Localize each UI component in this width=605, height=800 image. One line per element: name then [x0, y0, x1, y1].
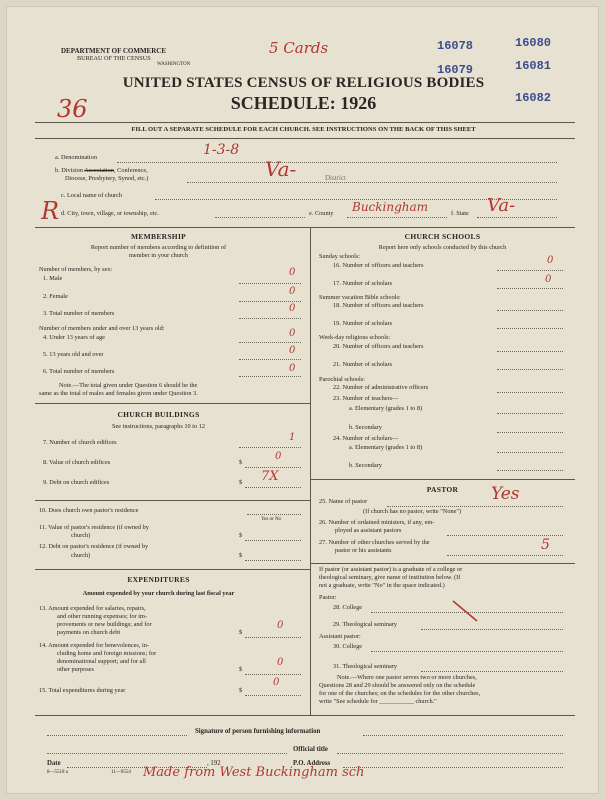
q26-field[interactable]: [447, 535, 563, 536]
division-label-cont: Diocese, Presbytery, Synod, etc.): [65, 175, 149, 182]
q10-hint: Yes or No: [261, 517, 282, 522]
local-name-label: c. Local name of church: [61, 192, 123, 199]
bureau-line: BUREAU OF THE CENSUS: [77, 55, 151, 62]
q30-field[interactable]: [371, 651, 563, 652]
dollar-sign: $: [239, 459, 243, 466]
q5-label: 5. 13 years old and over: [43, 351, 104, 358]
q3-label: 3. Total number of members: [43, 310, 115, 317]
column-divider: [310, 227, 311, 715]
q26-label-cont: ployed as assistant pastors: [335, 527, 402, 534]
form-title: UNITED STATES CENSUS OF RELIGIOUS BODIES: [122, 75, 485, 91]
q17-value: 0: [545, 274, 552, 285]
expenditures-title: EXPENDITURES: [127, 575, 190, 584]
denomination-value: 1-3-8: [203, 142, 240, 158]
q27-field[interactable]: [447, 555, 563, 556]
membership-title: MEMBERSHIP: [130, 232, 187, 241]
pastor-note: Note.—Where one pastor serves two or more churches,: [337, 674, 477, 681]
official-title-label: Official title: [293, 746, 328, 753]
signature-line-left[interactable]: [47, 735, 187, 736]
stamp-number: 16080: [515, 36, 552, 50]
q3-field[interactable]: [239, 318, 301, 319]
q9-field[interactable]: [245, 487, 301, 488]
q20-field[interactable]: [497, 351, 563, 352]
q3-value: 0: [289, 303, 296, 314]
q23b-label: b. Secondary: [349, 424, 382, 431]
buildings-title: CHURCH BUILDINGS: [117, 410, 200, 419]
q17-field[interactable]: [497, 288, 563, 289]
q6-label: 6. Total number of members: [43, 368, 115, 375]
city-label: d. City, town, village, or township, etc.: [61, 210, 159, 217]
sunday-label: Sunday schools:: [319, 253, 361, 260]
q15-label: 15. Total expenditures during year: [39, 687, 126, 694]
q8-field[interactable]: [245, 467, 301, 468]
q25-hint: (If church has no pastor, write "None"): [363, 508, 462, 515]
q14-label-cont: denominational support; and for all: [57, 658, 146, 665]
q15-value: 0: [273, 677, 280, 688]
state-label: f. State: [451, 210, 469, 217]
q25-label: 25. Name of pastor: [319, 498, 368, 505]
q13-value: 0: [277, 620, 284, 631]
buildings-sub: See instructions, paragraphs 10 to 12: [111, 423, 206, 430]
q4-value: 0: [289, 328, 296, 339]
q2-label: 2. Female: [43, 293, 68, 300]
pastor-title: PASTOR: [426, 485, 459, 494]
q16-label: 16. Number of officers and teachers: [333, 262, 424, 269]
dollar-sign: $: [239, 479, 243, 486]
department-line: DEPARTMENT OF COMMERCE: [61, 47, 167, 55]
q12-label: 12. Debt on pastor's residence (if owned by: [39, 543, 149, 550]
handwritten-cards-note: 5 Cards: [269, 39, 329, 57]
q31-label: 31. Theological seminary: [333, 663, 398, 670]
q5-field[interactable]: [239, 359, 301, 360]
q24a-field[interactable]: [497, 452, 563, 453]
q24b-field[interactable]: [497, 470, 563, 471]
state-field[interactable]: [477, 217, 557, 218]
q9-label: 9. Debt on church edifices: [43, 479, 110, 486]
q29-label: 29. Theological seminary: [333, 621, 398, 628]
q27-label: 27. Number of other churches served by the: [319, 539, 430, 546]
q30-label: 30. College: [333, 643, 363, 650]
pastor-sublabel: Pastor:: [319, 594, 337, 601]
official-title-field[interactable]: [337, 753, 563, 754]
q5-value: 0: [289, 345, 296, 356]
membership-note: Note.—The total given under Question 6 should be the: [59, 382, 198, 389]
q29-field[interactable]: [421, 629, 563, 630]
q31-field[interactable]: [421, 671, 563, 672]
q28-label: 28. College: [333, 604, 363, 611]
pastor-note: for one of the churches; on the schedules for the other churches,: [319, 690, 481, 697]
q27-value: 5: [541, 537, 550, 553]
q8-value: 0: [275, 451, 282, 462]
membership-sub: Report number of members according to definition of: [90, 244, 227, 251]
dollar-sign: $: [239, 687, 243, 694]
signature-label: Signature of person furnishing information: [195, 728, 321, 735]
handwritten-mark: R: [41, 197, 60, 225]
parochial-label: Parochial schools:: [319, 376, 365, 383]
handwritten-slash: [451, 599, 481, 625]
q16-value: 0: [547, 255, 554, 266]
instruction-line: FILL OUT A SEPARATE SCHEDULE FOR EACH CHURCH. SEE INSTRUCTIONS ON THE BACK OF THIS SHEET: [131, 126, 476, 133]
q2-value: 0: [289, 286, 296, 297]
q12-label-cont: church): [71, 552, 91, 559]
q11-label-cont: church): [71, 532, 91, 539]
dollar-sign: $: [239, 629, 243, 636]
county-label: e. County: [309, 210, 334, 217]
signature-field[interactable]: [363, 735, 563, 736]
q7-value: 1: [289, 432, 296, 443]
q19-label: 19. Number of scholars: [333, 320, 393, 327]
census-schedule-sheet: [6, 6, 599, 794]
division-label: b. Division Association, Conference,: [55, 167, 148, 174]
division-field[interactable]: [187, 182, 557, 183]
q21-field[interactable]: [497, 369, 563, 370]
denomination-field[interactable]: [117, 162, 557, 163]
q11-label: 11. Value of pastor's residence (if owned by: [39, 524, 149, 531]
handwritten-footer-note: Made from West Buckingham sch: [143, 765, 365, 780]
q14-label-cont: cluding home and foreign missions; for: [57, 650, 157, 657]
q14-label: 14. Amount expended for benevolences, in-: [39, 642, 149, 649]
stamp-number: 16082: [515, 91, 552, 105]
q23b-field[interactable]: [497, 432, 563, 433]
q2-field[interactable]: [239, 301, 301, 302]
q19-field[interactable]: [497, 328, 563, 329]
washington-line: WASHINGTON: [157, 62, 191, 67]
q17-label: 17. Number of scholars: [333, 280, 393, 287]
q14-field[interactable]: [245, 674, 301, 675]
q7-label: 7. Number of church edifices: [43, 439, 117, 446]
form-number: 8—5518 a: [47, 770, 68, 775]
q13-label-cont: provements or new buildings; and for: [57, 621, 152, 628]
q25-value: Yes: [491, 484, 520, 504]
date-label: Date: [47, 760, 61, 767]
stamp-number: 16081: [515, 59, 552, 73]
q4-label: 4. Under 13 years of age: [43, 334, 105, 341]
q14-label-cont: other purposes: [57, 666, 94, 673]
q10-label: 10. Does church own pastor's residence: [39, 507, 139, 514]
age-intro-label: Number of members under and over 13 years old:: [39, 325, 165, 332]
q24-label: 24. Number of scholars—: [333, 435, 399, 442]
title-line-left[interactable]: [47, 753, 287, 754]
weekday-label: Week-day religious schools:: [319, 334, 391, 341]
summer-label: Summer vacation Bible schools:: [319, 294, 401, 301]
q9-value: 7X: [261, 469, 279, 484]
denomination-label: a. Denomination: [55, 154, 97, 161]
q6-field[interactable]: [239, 376, 301, 377]
q24b-label: b. Secondary: [349, 462, 382, 469]
pastor-note: Questions 28 and 29 should be answered only on the schedule: [319, 682, 476, 689]
q1-field[interactable]: [239, 283, 301, 284]
city-field[interactable]: [215, 217, 305, 218]
q7-field[interactable]: [239, 447, 301, 448]
assistant-sublabel: Assistant pastor:: [319, 633, 361, 640]
q11-field[interactable]: [245, 540, 301, 541]
division-value: Va-: [265, 157, 297, 181]
expenditures-sub: Amount expended by your church during last fiscal year: [82, 590, 235, 597]
q25-field[interactable]: [387, 506, 563, 507]
pastor-note: write "See schedule for ___________ church.": [319, 698, 437, 705]
year-label: , 192: [207, 760, 221, 767]
q12-field[interactable]: [245, 560, 301, 561]
q18-label: 18. Number of officers and teachers: [333, 302, 424, 309]
q22-field[interactable]: [497, 392, 563, 393]
state-value: Va-: [487, 195, 516, 216]
q23a-field[interactable]: [497, 413, 563, 414]
county-field[interactable]: [347, 217, 447, 218]
handwritten-number: 36: [57, 95, 88, 123]
stamp-number: 16079: [437, 63, 474, 77]
po-address-label: P.O. Address: [293, 760, 331, 767]
q1-value: 0: [289, 267, 296, 278]
graduate-note: theological seminary, give name of institution below. (If: [319, 574, 461, 581]
q20-label: 20. Number of officers and teachers: [333, 343, 424, 350]
q22-label: 22. Number of administrative officers: [333, 384, 429, 391]
q21-label: 21. Number of scholars: [333, 361, 393, 368]
by-sex-label: Number of members, by sex:: [39, 266, 113, 273]
po-address-field[interactable]: [343, 767, 563, 768]
schedule-year: SCHEDULE: 1926: [230, 93, 377, 113]
dollar-sign: $: [239, 552, 243, 559]
q23-label: 23. Number of teachers—: [333, 395, 399, 402]
q16-field[interactable]: [497, 270, 563, 271]
schools-title: CHURCH SCHOOLS: [404, 232, 481, 241]
q8-label: 8. Value of church edifices: [43, 459, 111, 466]
graduate-note: not a graduate, write "No" in the space indicated.): [319, 582, 445, 589]
q18-field[interactable]: [497, 310, 563, 311]
q1-label: 1. Male: [43, 275, 63, 282]
district-label: District: [325, 174, 346, 182]
q6-value: 0: [289, 363, 296, 374]
schools-sub: Report here only schools conducted by this church: [378, 244, 507, 251]
q15-field[interactable]: [245, 695, 301, 696]
q23a-label: a. Elementary (grades 1 to 8): [349, 405, 423, 412]
q4-field[interactable]: [239, 342, 301, 343]
dollar-sign: $: [239, 532, 243, 539]
graduate-note: If pastor (or assistant pastor) is a graduate of a college or: [319, 566, 463, 573]
q26-label: 26. Number of ordained ministers, if any, em-: [319, 519, 435, 526]
q13-label-cont: payments on church debt: [57, 629, 121, 636]
q24a-label: a. Elementary (grades 1 to 8): [349, 444, 423, 451]
q14-value: 0: [277, 657, 284, 668]
membership-note: same as the total of males and females given under Question 3.: [39, 390, 198, 397]
q10-field[interactable]: [247, 514, 301, 515]
dollar-sign: $: [239, 666, 243, 673]
print-number: 11—9554: [111, 770, 131, 775]
county-value: Buckingham: [352, 200, 429, 214]
q27-label-cont: pastor or his assistants: [335, 547, 392, 554]
stamp-number: 16078: [437, 39, 474, 53]
q13-field[interactable]: [245, 637, 301, 638]
q13-label-cont: and other running expenses; for im-: [57, 613, 148, 620]
q13-label: 13. Amount expended for salaries, repairs,: [39, 605, 146, 612]
membership-sub: member in your church: [129, 252, 188, 259]
